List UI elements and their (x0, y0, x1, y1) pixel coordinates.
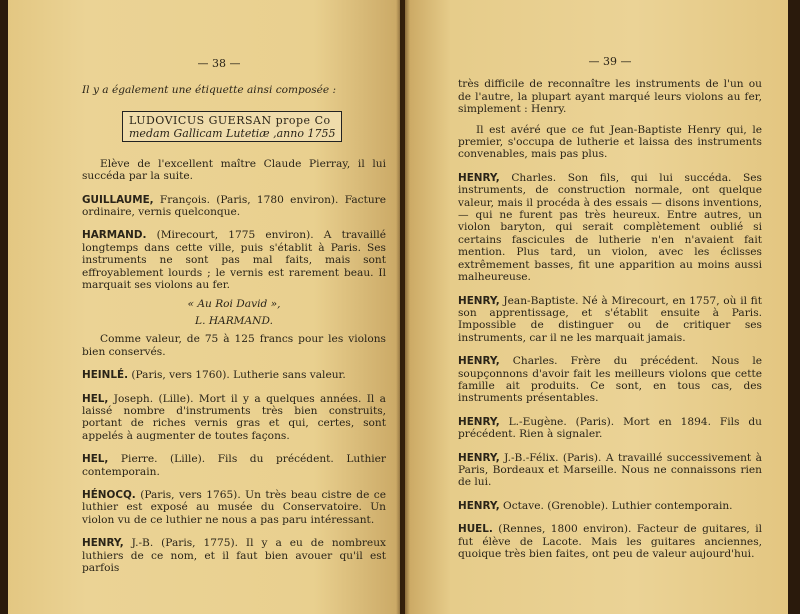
entry-name: HENRY, (458, 499, 500, 512)
entry-text: Charles. Frère du précédent. Nous le soupçonnons d'avoir fait les meilleurs violons que cette famille ait produits. Ce sont, en tous cas, des instruments présentables. (458, 355, 762, 405)
dictionary-entry (82, 453, 386, 478)
dictionary-entry (458, 452, 762, 489)
entry-name: HENRY, (458, 171, 500, 184)
entry-name: HENRY, (82, 537, 124, 550)
entry-text: Jean-Baptiste. Né à Mirecourt, en 1757, où il fit son apprentissage, et s'établit ensuite à Paris. Impossible de distinguer ou de critiquer ses instruments, car il ne les marquait jamais. (458, 294, 762, 344)
dictionary-entry (458, 523, 762, 560)
entry-name: HEL, (82, 453, 109, 466)
paragraph: Il est avéré que ce fut Jean-Baptiste Henry qui, le premier, s'occupa de lutherie et laissa des instruments convenables, mais pas plus. (458, 123, 762, 161)
entry-name: HENRY, (458, 415, 500, 428)
page-number: — 39 — (588, 55, 632, 68)
entry-name: HÉNOCQ. (82, 488, 136, 501)
dictionary-entry (458, 416, 762, 441)
left-page (8, 0, 400, 614)
entry-text: (Paris, vers 1765). Un très beau cistre de ce luthier est exposé au musée du Conservatoire. Un violon vu de ce luthier ne nous a pas paru intéressant. (82, 488, 386, 526)
luthier-label-box (122, 111, 342, 142)
entry-text: Joseph. (Lille). Mort il y a quelques années. Il a laissé nombre d'instruments très bien construits, portant de riches vernis gras et qui, certes, sont appelés à augmenter de toutes façons. (82, 392, 386, 442)
label-line: medam Gallicam Lutetiæ ,anno 1755 (129, 126, 336, 140)
entry-text: (Mirecourt, 1775 environ). A travaillé longtemps dans cette ville, puis s'établit à Paris. Ses instruments ne sont pas mal faits, mais sont effroyablement lourds ; le vernis est rarement beau. Il marquait ses violons au fer. (82, 229, 386, 292)
entry-name: HARMAND. (82, 229, 147, 242)
entry-name: HENRY, (458, 355, 500, 368)
entry-name: HEL, (82, 392, 109, 405)
entry-text: L.-Eugène. (Paris). Mort en 1894. Fils du précédent. Rien à signaler. (458, 415, 762, 441)
entry-text: (Rennes, 1800 environ). Facteur de guitares, il fut élève de Lacote. Mais les guitares anciennes, quoique très bien faites, ont peu de valeur aujourd'hui. (458, 523, 762, 560)
right-page (405, 0, 788, 614)
entry-name: HENRY, (458, 451, 500, 464)
book-gutter (396, 0, 410, 614)
dictionary-entry (82, 489, 386, 526)
paragraph: Elève de l'excellent maître Claude Pierray, il lui succéda par la suite. (82, 157, 386, 183)
dictionary-entry (458, 295, 762, 345)
entry-text: Charles. Son fils, qui lui succéda. Ses instruments, de construction normale, ont quelque valeur, mais il procéda à des essais — disons inventions, — qui ne furent pas très heureux. Entre autres, un violon baryton, qui serait complètement oublié si certains fascicules de lutherie n'en n'avaient fait mention. Plus tard, un violon, avec les éclisses extrêmement basses, fit une apparition au moins aussi malheureuse. (458, 171, 762, 284)
entry-name: GUILLAUME, (82, 193, 154, 206)
dictionary-entry (458, 355, 762, 405)
dictionary-entry (458, 500, 762, 512)
entry-text: J.-B.-Félix. (Paris). A travaillé successivement à Paris, Bordeaux et Marseille. Nous ne connaissons rien de lui. (458, 451, 762, 489)
entry-text: François. (Paris, 1780 environ). Facture ordinaire, vernis quelconque. (82, 193, 386, 219)
entry-name: HENRY, (458, 294, 500, 307)
entry-text: (Paris, vers 1760). Lutherie sans valeur. (128, 369, 346, 382)
label-line: LUDOVICUS GUERSAN prope Co (129, 113, 331, 127)
entry-text: J.-B. (Paris, 1775). Il y a eu de nombreux luthiers de ce nom, et il faut bien avouer qu'il est parfois (82, 537, 386, 574)
dictionary-entry (82, 369, 386, 381)
entry-name: HEINLÉ. (82, 369, 129, 382)
dictionary-entry (82, 537, 386, 574)
intro-line: Il y a également une étiquette ainsi composée : (82, 84, 337, 97)
paragraph: Comme valeur, de 75 à 125 francs pour les violons bien conservés. (82, 333, 386, 358)
quote: « Au Roi David », (187, 298, 281, 311)
dictionary-entry (82, 393, 386, 443)
paragraph: très difficile de reconnaître les instruments de l'un ou de l'autre, la plupart ayant marqué leurs violons au fer, simplement : Henry. (458, 78, 762, 116)
dictionary-entry (82, 194, 386, 219)
entry-name: HUEL. (458, 523, 493, 536)
entry-text: Octave. (Grenoble). Luthier contemporain. (499, 499, 733, 512)
entry-text: Pierre. (Lille). Fils du précédent. Luthier contemporain. (82, 453, 386, 478)
signature: L. HARMAND. (195, 314, 273, 327)
page-number: — 38 — (197, 57, 241, 70)
dictionary-entry (458, 172, 762, 284)
dictionary-entry (82, 229, 386, 291)
